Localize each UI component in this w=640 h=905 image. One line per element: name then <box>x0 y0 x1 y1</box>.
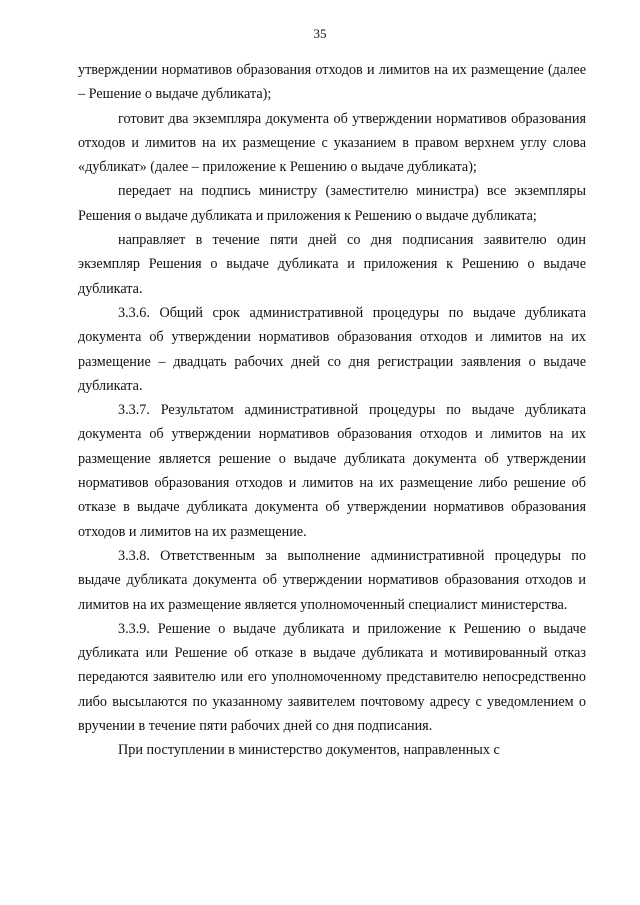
paragraph-1: утверждении нормативов образования отходов и лимитов на их размещение (далее – Решение о выдаче дубликата); <box>78 62 586 103</box>
paragraph-3-3-7: 3.3.7. Результатом административной процедуры по выдаче дубликата документа об утверждении нормативов образования отходов и лимитов на их размещение является решение о выдаче дубликата документа об утверждении нормативов образования отходов и лимитов на их размещение либо решение об отказе в выдаче дубликата документа об утверждении нормативов образования отходов и лимитов на их размещение. <box>78 402 586 540</box>
paragraph-3-3-8: 3.3.8. Ответственным за выполнение административной процедуры по выдаче дубликата документа об утверждении нормативов образования отходов и лимитов на их размещение является уполномоченный специалист министерства. <box>78 547 586 613</box>
paragraph-last: При поступлении в министерство документов, направленных с <box>118 742 500 759</box>
paragraph-3: передает на подпись министру (заместителю министра) все экземпляры Решения о выдаче дубликата и приложения к Решению о выдаче дубликата; <box>78 183 586 224</box>
paragraph-4: направляет в течение пяти дней со дня подписания заявителю один экземпляр Решения о выдаче дубликата и приложения к Решению о выдаче дубликата. <box>78 232 586 297</box>
paragraph-3-3-9: 3.3.9. Решение о выдаче дубликата и приложение к Решению о выдаче дубликата или Решение об отказе в выдаче дубликата и мотивированный отказ передаются заявителю или его уполномоченному представителю непосредственно либо высылаются по указанному заявителем почтовому адресу с уведомлением о вручении в течение пяти рабочих дней со дня подписания. <box>78 620 586 735</box>
document-body <box>78 58 586 763</box>
page-number: 35 <box>313 26 327 41</box>
paragraph-2: готовит два экземпляра документа об утверждении нормативов образования отходов и лимитов на их размещение с указанием в правом верхнем углу слова «дубликат» (далее – приложение к Решению о выдаче дубликата); <box>78 110 586 176</box>
paragraph-3-3-6: 3.3.6. Общий срок административной процедуры по выдаче дубликата документа об утверждении нормативов образования отходов и лимитов на их размещение – двадцать рабочих дней со дня регистрации заявления о выдаче дубликата. <box>78 304 586 394</box>
